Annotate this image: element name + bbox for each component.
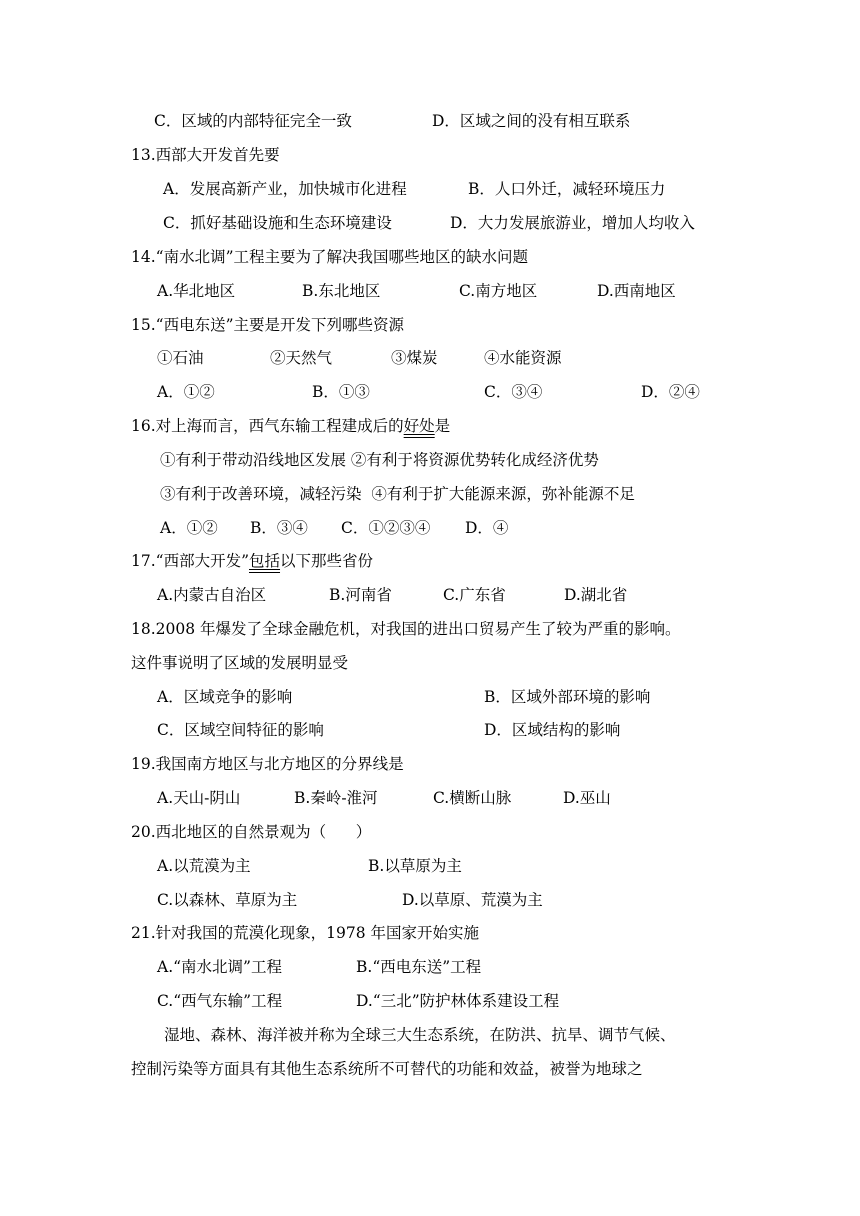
option-c: C.横断山脉 xyxy=(433,789,512,807)
question-17 xyxy=(131,551,373,571)
option-b: B．人口外迁，减轻环境压力 xyxy=(468,180,666,198)
choice-3: ③煤炭 xyxy=(391,349,438,367)
question-18: 18.2008 年爆发了全球金融危机，对我国的进出口贸易产生了较为严重的影响。 xyxy=(131,620,681,638)
question-13: 13.西部大开发首先要 xyxy=(131,146,280,164)
choices-1-2: ①有利于带动沿线地区发展 ②有利于将资源优势转化成经济优势 xyxy=(160,451,599,469)
option-c: C.南方地区 xyxy=(459,282,538,300)
choice-1: ①石油 xyxy=(157,349,204,367)
question-21: 21.针对我国的荒漠化现象，1978 年国家开始实施 xyxy=(131,924,480,942)
option-a: A．①② xyxy=(160,519,218,537)
option-a: A.内蒙古自治区 xyxy=(157,586,267,604)
option-c: C．区域空间特征的影响 xyxy=(157,721,324,739)
option-c: C．区域的内部特征完全一致 xyxy=(154,112,352,130)
option-b: B．①③ xyxy=(312,383,370,401)
option-b: B．区域外部环境的影响 xyxy=(484,688,651,706)
option-d: D．大力发展旅游业，增加人均收入 xyxy=(450,214,695,232)
option-a: A．①② xyxy=(157,383,215,401)
option-c: C.广东省 xyxy=(443,586,506,604)
question-18-continued: 这件事说明了区域的发展明显受 xyxy=(131,654,349,672)
question-15: 15.“西电东送”主要是开发下列哪些资源 xyxy=(131,316,404,334)
passage-line-1: 湿地、森林、海洋被并称为全球三大生态系统，在防洪、抗旱、调节气候、 xyxy=(164,1026,676,1044)
option-a: A．区域竞争的影响 xyxy=(157,688,293,706)
underlined-keyword: 好处 xyxy=(403,417,435,435)
question-17-end: 以下那些省份 xyxy=(280,552,374,570)
option-a: A.华北地区 xyxy=(157,282,236,300)
option-b: B.以草原为主 xyxy=(368,857,462,875)
option-b: B.河南省 xyxy=(329,586,392,604)
option-a: A.“南水北调”工程 xyxy=(157,958,282,976)
question-14: 14.“南水北调”工程主要为了解决我国哪些地区的缺水问题 xyxy=(131,248,529,266)
option-d: D．④ xyxy=(465,519,509,537)
option-d: D.西南地区 xyxy=(597,282,676,300)
option-c: C.以森林、草原为主 xyxy=(157,891,298,909)
option-c: C．抓好基础设施和生态环境建设 xyxy=(163,214,392,232)
option-c: C．③④ xyxy=(484,383,543,401)
question-16-text: 16.对上海而言，西气东输工程建成后的 xyxy=(131,417,404,435)
option-d: D.“三北”防护林体系建设工程 xyxy=(356,992,560,1010)
choices-3-4: ③有利于改善环境，减轻污染 ④有利于扩大能源来源，弥补能源不足 xyxy=(160,485,635,503)
option-d: D．区域之间的没有相互联系 xyxy=(432,112,631,130)
option-b: B．③④ xyxy=(250,519,308,537)
choice-2: ②天然气 xyxy=(270,349,333,367)
option-c: C．①②③④ xyxy=(341,519,431,537)
option-a: A.以荒漠为主 xyxy=(157,857,251,875)
option-d: D．②④ xyxy=(641,383,700,401)
passage-line-2: 控制污染等方面具有其他生态系统所不可替代的功能和效益，被誉为地球之 xyxy=(131,1060,643,1078)
option-b: B.“西电东送”工程 xyxy=(356,958,482,976)
underlined-keyword: 包括 xyxy=(249,552,281,570)
question-16-end: 是 xyxy=(434,417,451,435)
option-b: B.东北地区 xyxy=(302,282,381,300)
option-d: D.以草原、荒漠为主 xyxy=(402,891,543,909)
question-19: 19.我国南方地区与北方地区的分界线是 xyxy=(131,755,404,773)
option-d: D.巫山 xyxy=(563,789,611,807)
option-d: D.湖北省 xyxy=(564,586,628,604)
question-20: 20.西北地区的自然景观为（ ） xyxy=(131,823,372,841)
option-d: D．区域结构的影响 xyxy=(484,721,621,739)
question-17-text: 17.“西部大开发” xyxy=(131,552,249,570)
choice-4: ④水能资源 xyxy=(484,349,562,367)
option-a: A.天山-阴山 xyxy=(157,789,241,807)
option-b: B.秦岭-淮河 xyxy=(294,789,378,807)
question-16 xyxy=(131,416,450,436)
option-c: C.“西气东输”工程 xyxy=(157,992,283,1010)
option-a: A．发展高新产业，加快城市化进程 xyxy=(163,180,407,198)
